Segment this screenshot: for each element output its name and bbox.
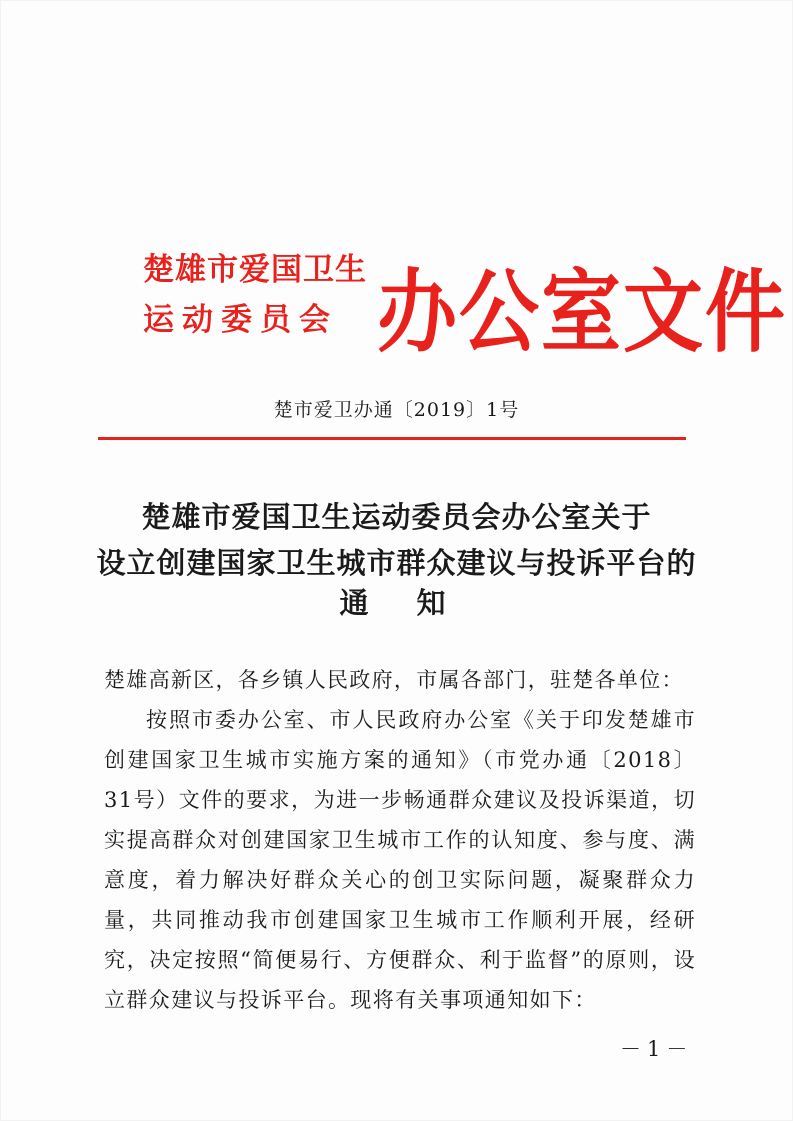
title-line-3: 通知 (339, 586, 494, 620)
red-divider (98, 437, 686, 440)
document-body (104, 660, 696, 1020)
document-header (143, 232, 787, 365)
page-number: －1－ (620, 1037, 694, 1061)
salutation: 楚雄高新区，各乡镇人民政府，市属各部门，驻楚各单位： (104, 668, 684, 692)
title-line-2: 设立创建国家卫生城市群众建议与投诉平台的 (96, 546, 697, 580)
body-paragraph: 按照市委办公室、市人民政府办公室《关于印发楚雄市创建国家卫生城市实施方案的通知》（市党办通〔2018〕31号）文件的要求，为进一步畅通群众建议及投诉渠道，切实提高群众对创建国家卫生城市工作的认知度、参与度、满意度，着力解决好群众关心的创卫实际问题，凝聚群众力量，共同推动我市创建国家卫生城市工作顺利开展，经研究，决定按照“简便易行、方便群众、利于监督”的原则，设立群众建议与投诉平台。现将有关事项通知如下： (104, 708, 696, 1012)
issuing-org-line-1: 楚雄市爱国卫生 (143, 252, 367, 288)
document-number: 楚市爱卫办通〔2019〕1号 (273, 399, 520, 421)
office-document-label: 办公室文件 (377, 260, 787, 365)
title-line-1: 楚雄市爱国卫生运动委员会办公室关于 (141, 500, 652, 534)
issuing-org-line-2: 运动委员会 (143, 302, 338, 338)
